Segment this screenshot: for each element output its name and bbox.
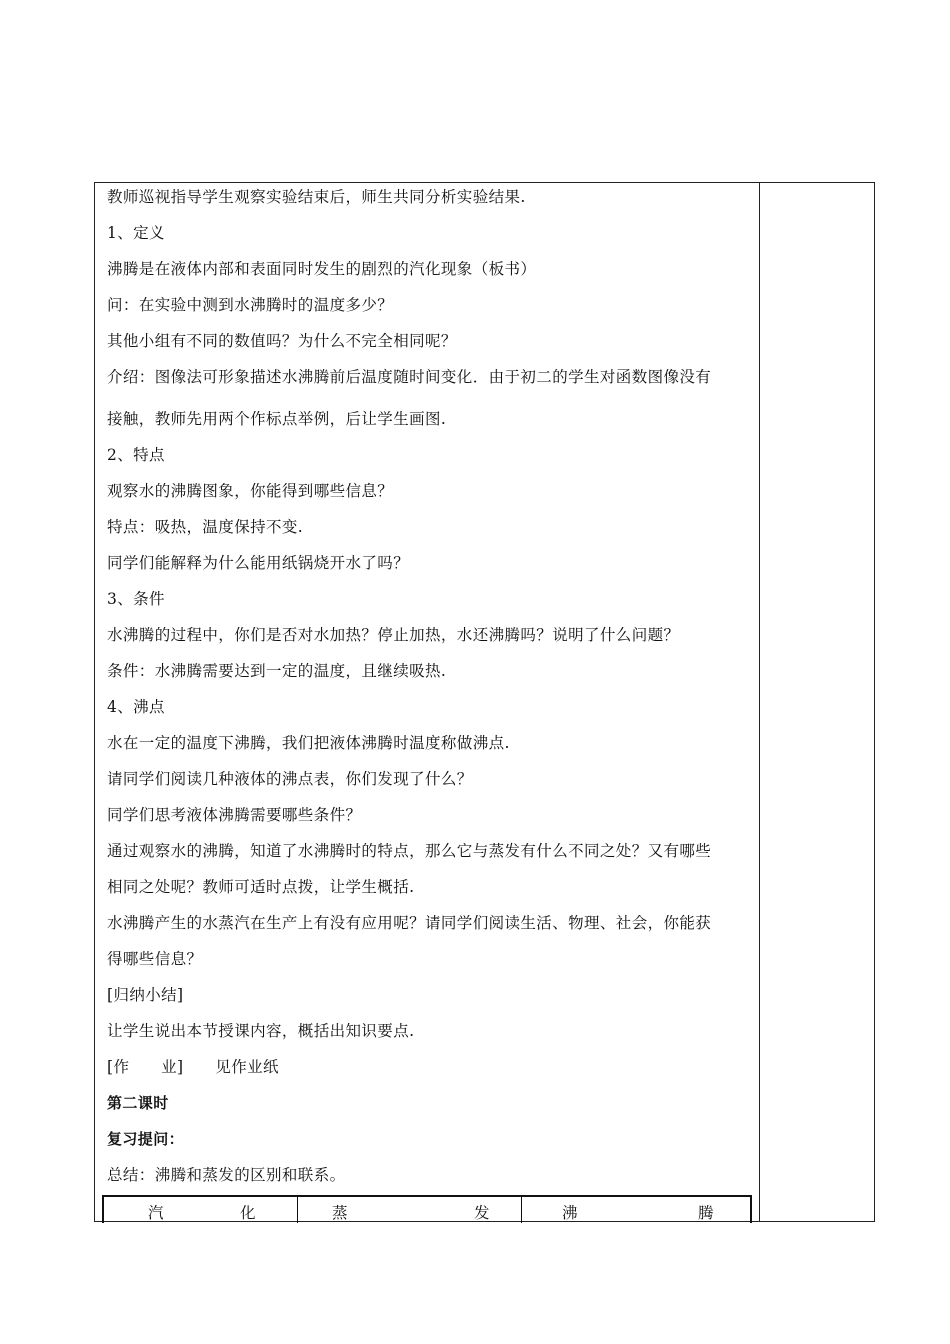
second-lesson-heading: 第二课时 [107, 1094, 169, 1112]
text-line: 请同学们阅读几种液体的沸点表，你们发现了什么？ [107, 770, 473, 788]
right-column-divider [759, 183, 760, 1221]
table-header-evaporation [297, 1197, 521, 1223]
text-line: 让学生说出本节授课内容，概括出知识要点. [107, 1022, 415, 1040]
text-line: 接触，教师先用两个作标点举例，后让学生画图. [107, 410, 447, 428]
lesson-plan-frame [94, 182, 875, 1222]
text-line: 介绍：图像法可形象描述水沸腾前后温度随时间变化．由于初二的学生对函数图像没有 [107, 368, 712, 386]
section-heading-definition: 1、定义 [107, 224, 165, 242]
text-line: 沸腾是在液体内部和表面同时发生的剧烈的汽化现象（板书） [107, 260, 537, 278]
header-char: 蒸 [332, 1204, 348, 1222]
text-line: 问：在实验中测到水沸腾时的温度多少？ [107, 296, 394, 314]
text-line: 教师巡视指导学生观察实验结束后，师生共同分析实验结果. [107, 188, 526, 206]
header-char: 化 [240, 1204, 256, 1222]
table-header-boiling [521, 1197, 750, 1223]
text-line: 条件：水沸腾需要达到一定的温度，且继续吸热. [107, 662, 447, 680]
review-questions-heading: 复习提问： [107, 1130, 185, 1148]
summary-heading: [归纳小结] [107, 986, 184, 1004]
text-line: 水沸腾产生的水蒸汽在生产上有没有应用呢？请同学们阅读生活、物理、社会，你能获 [107, 914, 712, 932]
section-heading-conditions: 3、条件 [107, 590, 165, 608]
section-heading-features: 2、特点 [107, 446, 165, 464]
text-line: 水在一定的温度下沸腾，我们把液体沸腾时温度称做沸点. [107, 734, 510, 752]
text-line: 其他小组有不同的数值吗？为什么不完全相同呢？ [107, 332, 457, 350]
section-heading-boiling-point: 4、沸点 [107, 698, 165, 716]
text-line: 相同之处呢？教师可适时点拨，让学生概括. [107, 878, 415, 896]
header-char: 腾 [698, 1204, 714, 1222]
text-line: 水沸腾的过程中，你们是否对水加热？停止加热，水还沸腾吗？说明了什么问题？ [107, 626, 680, 644]
text-line: 总结：沸腾和蒸发的区别和联系。 [107, 1166, 346, 1184]
header-char: 汽 [148, 1204, 164, 1222]
text-line: 同学们能解释为什么能用纸锅烧开水了吗？ [107, 554, 410, 572]
homework-line: [作 业] 见作业纸 [107, 1058, 279, 1076]
header-char: 发 [474, 1204, 490, 1222]
text-line: 观察水的沸腾图象，你能得到哪些信息？ [107, 482, 394, 500]
text-line: 通过观察水的沸腾，知道了水沸腾时的特点，那么它与蒸发有什么不同之处？又有哪些 [107, 842, 712, 860]
text-line: 特点：吸热，温度保持不变. [107, 518, 304, 536]
text-line: 同学们思考液体沸腾需要哪些条件？ [107, 806, 362, 824]
comparison-table [102, 1195, 752, 1223]
text-line: 得哪些信息？ [107, 950, 203, 968]
table-header-vaporization [104, 1197, 297, 1223]
header-char: 沸 [562, 1204, 578, 1222]
